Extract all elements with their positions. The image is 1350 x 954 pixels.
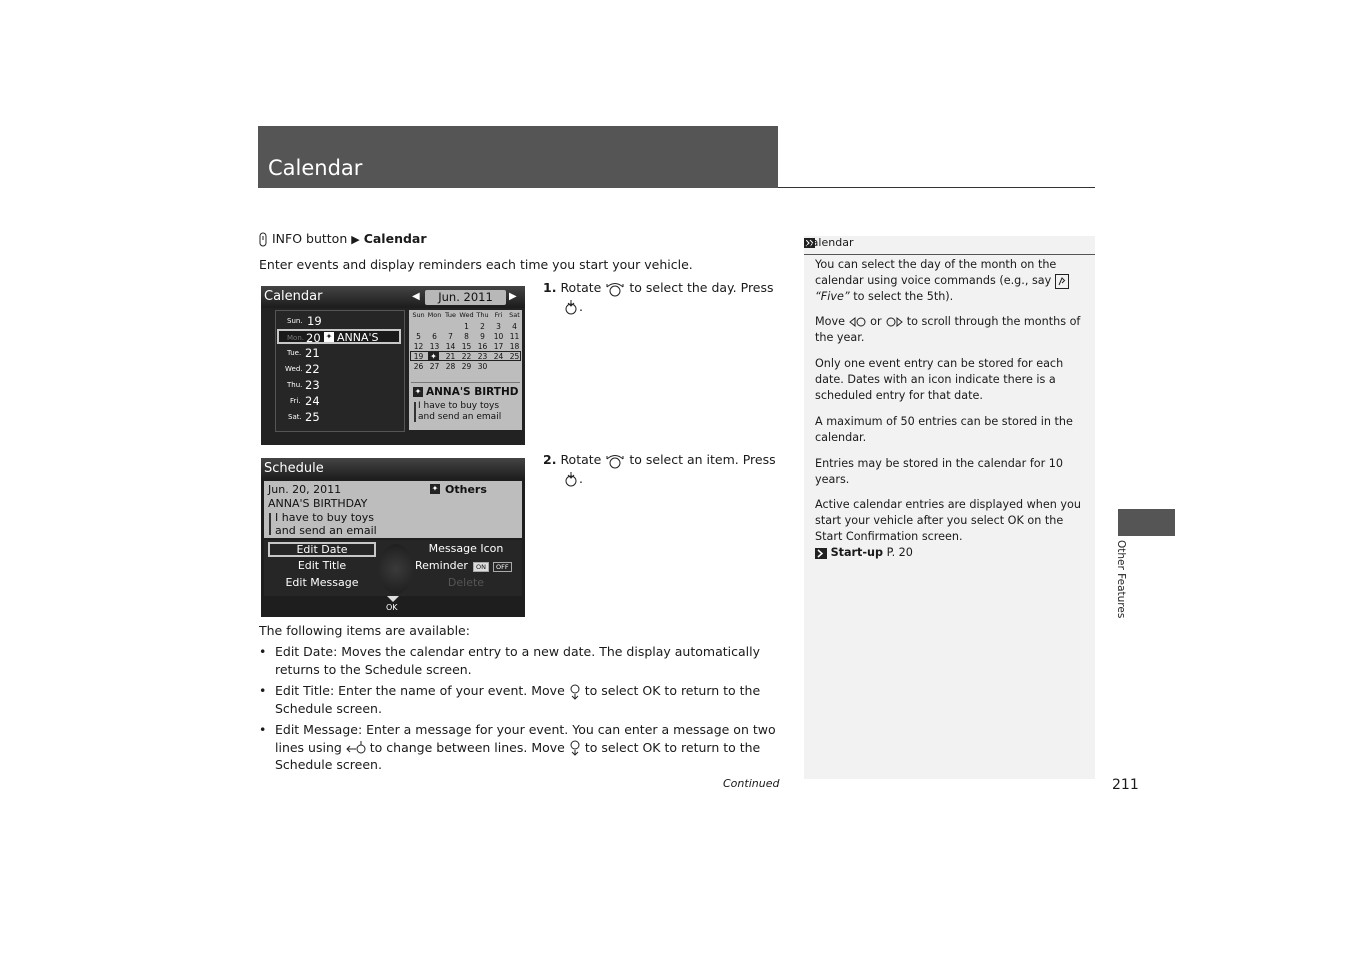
day-dow: Sat. [288, 413, 302, 421]
event-preview-bar [414, 402, 416, 422]
month-label [425, 290, 506, 305]
schedule-event-title: ANNA'S BIRTHDAY [268, 497, 368, 510]
category-star-icon: ✦ [431, 484, 439, 493]
day-row[interactable] [277, 361, 399, 375]
breadcrumb [258, 231, 427, 248]
day-row[interactable] [277, 313, 399, 327]
grid-day-cell[interactable]: 21 [445, 352, 456, 361]
item-text: : Enter the name of your event. Move [329, 683, 565, 698]
sidebar-paragraph [815, 497, 1083, 561]
grid-day-cell[interactable]: 28 [445, 362, 456, 371]
schedule-date: Jun. 20, 2011 [268, 483, 342, 496]
page-number: 211 [1112, 777, 1139, 793]
step-text-c: . [578, 298, 583, 314]
breadcrumb-item-calendar: Calendar [363, 231, 427, 246]
day-num: 21 [305, 346, 320, 360]
sidebar-text: Move [815, 315, 846, 328]
chapter-tab-label: Other Features [1115, 540, 1127, 619]
grid-day-cell[interactable]: 16 [477, 342, 488, 351]
grid-day-cell[interactable]: 24 [493, 352, 504, 361]
grid-day-cell[interactable]: 3 [496, 322, 501, 331]
delete-button[interactable] [413, 576, 519, 591]
interface-dial-rotate-icon [605, 280, 625, 298]
item-text: to return to the Schedule screen. [275, 739, 761, 772]
grid-day-cell[interactable]: 23 [477, 352, 488, 361]
breadcrumb-arrow-icon: ▶ [351, 233, 360, 246]
day-row[interactable] [277, 393, 399, 407]
cross-reference-link[interactable] [815, 546, 913, 559]
weekday-label: Thu [476, 311, 489, 319]
step-2 [543, 451, 783, 487]
day-num: 20 [306, 331, 321, 345]
schedule-msg-bar [269, 513, 271, 535]
grid-divider [411, 382, 520, 383]
cross-reference-page: P. 20 [886, 546, 913, 559]
interface-dial-press-icon [563, 471, 579, 487]
day-dow: Thu. [287, 381, 303, 389]
day-row-selected[interactable] [277, 329, 401, 344]
day-row[interactable] [277, 409, 399, 423]
edit-date-button[interactable] [268, 542, 376, 557]
interface-dial-press-icon [563, 299, 579, 315]
interface-dial-rotate-icon [605, 452, 625, 470]
schedule-category: Others [445, 483, 487, 496]
calendar-screenshot [261, 286, 525, 445]
day-dow: Wed. [285, 365, 303, 373]
dial-right-icon [885, 316, 903, 328]
sidebar-paragraph: A maximum of 50 entries can be stored in the calendar. [815, 415, 1073, 444]
day-num: 19 [307, 314, 322, 328]
schedule-screen-title: Schedule [264, 461, 324, 476]
grid-day-cell[interactable]: 2 [480, 322, 485, 331]
sidebar-paragraph [815, 257, 1083, 305]
step-text-b: to select an item. Press [629, 452, 776, 467]
reminder-off-toggle[interactable]: OFF [493, 562, 512, 572]
grid-day-cell[interactable]: 1 [464, 322, 469, 331]
day-dow: Fri. [290, 397, 301, 405]
cross-reference-arrow-icon [815, 548, 827, 559]
chapter-tab [1118, 509, 1175, 536]
edit-message-label: Edit Message [285, 576, 359, 589]
item-text: to return to the Schedule screen. [275, 683, 761, 716]
item-text: to change between lines. Move [369, 739, 565, 755]
item-text: to select [584, 739, 639, 755]
schedule-msg2: and send an email [275, 524, 377, 537]
title-rule [778, 187, 1095, 188]
sidebar-text: to select the 5th). [853, 290, 954, 303]
day-dow: Sun. [287, 317, 303, 325]
reminder-button[interactable] [413, 559, 519, 574]
message-icon-button[interactable] [413, 542, 519, 557]
list-item [259, 643, 779, 678]
event-preview-msg1: I have to buy toys [418, 401, 500, 411]
cross-reference-label: Start-up [830, 546, 883, 559]
sidebar-text: on the Start Confirmation screen. [815, 514, 1064, 543]
step-1 [543, 279, 783, 315]
grid-day-cell[interactable]: 6 [432, 332, 437, 341]
month-text: Jun. 2011 [438, 290, 493, 304]
edit-title-label: Edit Title [297, 559, 347, 572]
grid-day-cell[interactable]: 12 [413, 342, 424, 351]
intro-text: Enter events and display reminders each time you start your vehicle. [259, 257, 693, 272]
reminder-label: Reminder [415, 559, 468, 572]
edit-date-label: Edit Date [296, 543, 348, 556]
weekday-label: Fri [494, 311, 503, 319]
day-dow: Mon. [287, 334, 304, 342]
item-label: Edit Message [275, 722, 358, 737]
items-list [259, 643, 779, 778]
sidebar-text: Active calendar entries are displayed when you start your vehicle after you select [815, 498, 1081, 527]
scroll-down-arrow-icon[interactable] [387, 596, 399, 602]
section-title-bar [258, 126, 778, 188]
month-next-arrow-icon: ▶ [509, 291, 517, 302]
grid-day-cell[interactable]: 13 [429, 342, 440, 351]
item-text: to select [584, 683, 639, 698]
grid-day-cell[interactable]: 27 [429, 362, 440, 371]
ok-label: OK [386, 603, 398, 612]
event-preview-msg2: and send an email [418, 412, 502, 422]
sidebar-text: to scroll through the months of the year. [815, 315, 1081, 344]
grid-day-cell[interactable]: 14 [445, 342, 456, 351]
sidebar-heading [804, 236, 1095, 255]
dial-down-icon [569, 740, 581, 756]
following-text: The following items are available: [259, 623, 470, 638]
event-preview-title: ANNA'S BIRTHD [426, 386, 519, 398]
dial-left-icon [849, 316, 867, 328]
weekday-label: Mon [427, 311, 442, 319]
sidebar-text: You can select the day of the month on the calendar using voice commands (e.g., say [815, 258, 1057, 287]
dial-left-icon [346, 740, 366, 756]
reminder-on-toggle[interactable]: ON [473, 562, 489, 572]
grid-day-cell[interactable]: 22 [461, 352, 472, 361]
weekday-header [409, 311, 522, 320]
grid-day-cell[interactable]: 19 [413, 352, 424, 361]
dial-down-icon [569, 684, 581, 700]
sidebar-heading-text: Calendar [804, 236, 854, 249]
weekday-label: Sat [509, 311, 520, 319]
delete-label: Delete [447, 576, 485, 589]
list-item [259, 721, 779, 774]
info-button-icon [258, 232, 268, 248]
page-title: Calendar [268, 156, 363, 180]
grid-day-cell[interactable]: 8 [464, 332, 469, 341]
selected-day-star-icon: ✦ [428, 352, 439, 361]
grid-day-cell[interactable]: 30 [477, 362, 488, 371]
item-ok: OK [642, 683, 661, 698]
grid-day-cell[interactable]: 17 [493, 342, 504, 351]
list-item [259, 682, 779, 717]
grid-day-cell[interactable]: 18 [509, 342, 520, 351]
item-ok: OK [642, 739, 661, 755]
grid-day-cell[interactable]: 10 [493, 332, 504, 341]
grid-day-cell[interactable]: 7 [448, 332, 453, 341]
schedule-msg1: I have to buy toys [275, 511, 375, 524]
step-text-a: Rotate [560, 280, 602, 295]
grid-day-cell[interactable]: 4 [512, 322, 517, 331]
schedule-screenshot [261, 458, 525, 617]
grid-day-cell[interactable]: 15 [461, 342, 472, 351]
sidebar-paragraph: Entries may be stored in the calendar for 10 years. [815, 457, 1063, 486]
step-text-b: to select the day. Press [629, 280, 774, 295]
sidebar-text: OK [1007, 514, 1024, 527]
step-number: 2. [543, 452, 557, 467]
month-grid [409, 311, 522, 381]
message-icon-label: Message Icon [428, 542, 504, 555]
day-row[interactable] [277, 377, 399, 391]
grid-day-cell[interactable]: 29 [461, 362, 472, 371]
weekday-label: Wed [459, 311, 474, 319]
day-num: 24 [305, 394, 320, 408]
day-entry: ANNA'S [337, 331, 379, 344]
weekday-label: Tue [444, 311, 457, 319]
calendar-screen-title: Calendar [264, 289, 323, 304]
grid-day-cell[interactable]: 26 [413, 362, 424, 371]
month-prev-arrow-icon: ◀ [412, 291, 420, 302]
item-label: Edit Date [275, 644, 334, 659]
dial-graphic [379, 544, 413, 594]
grid-day-cell[interactable]: 11 [509, 332, 520, 341]
sidebar-paragraph: Only one event entry can be stored for each date. Dates with an icon indicate there is a scheduled entry for that date. [815, 357, 1064, 402]
day-num: 25 [305, 410, 320, 424]
sidebar-notes [804, 236, 1095, 779]
item-text: : Enter a message for your event. You can enter a message on two lines using [275, 722, 776, 755]
talk-button-icon [1055, 274, 1069, 289]
step-number: 1. [543, 280, 557, 295]
sidebar-text: or [870, 315, 882, 328]
day-dow: Tue. [287, 349, 302, 357]
item-label: Edit Title [275, 683, 330, 698]
edit-message-button[interactable] [268, 576, 376, 591]
grid-day-cell[interactable]: 25 [509, 352, 520, 361]
step-text-a: Rotate [560, 452, 602, 467]
breadcrumb-item-info-button: INFO button [271, 231, 348, 246]
event-preview-star-icon: ✦ [414, 387, 422, 396]
grid-day-cell[interactable]: 5 [416, 332, 421, 341]
edit-title-button[interactable] [268, 559, 376, 574]
day-num: 23 [305, 378, 320, 392]
selected-week-highlight [410, 351, 521, 361]
grid-day-cell[interactable]: 9 [480, 332, 485, 341]
event-star-icon: ✦ [325, 332, 333, 341]
continued-label: Continued [723, 777, 780, 790]
day-row[interactable] [277, 345, 399, 359]
step-text-c: . [578, 470, 583, 486]
sidebar-paragraph [815, 314, 1083, 346]
weekday-label: Sun [412, 311, 425, 319]
sidebar-text: “Five” [815, 290, 850, 303]
item-text: : Moves the calendar entry to a new date. The display automatically returns to the Schedule screen. [275, 644, 760, 677]
day-num: 22 [305, 362, 320, 376]
